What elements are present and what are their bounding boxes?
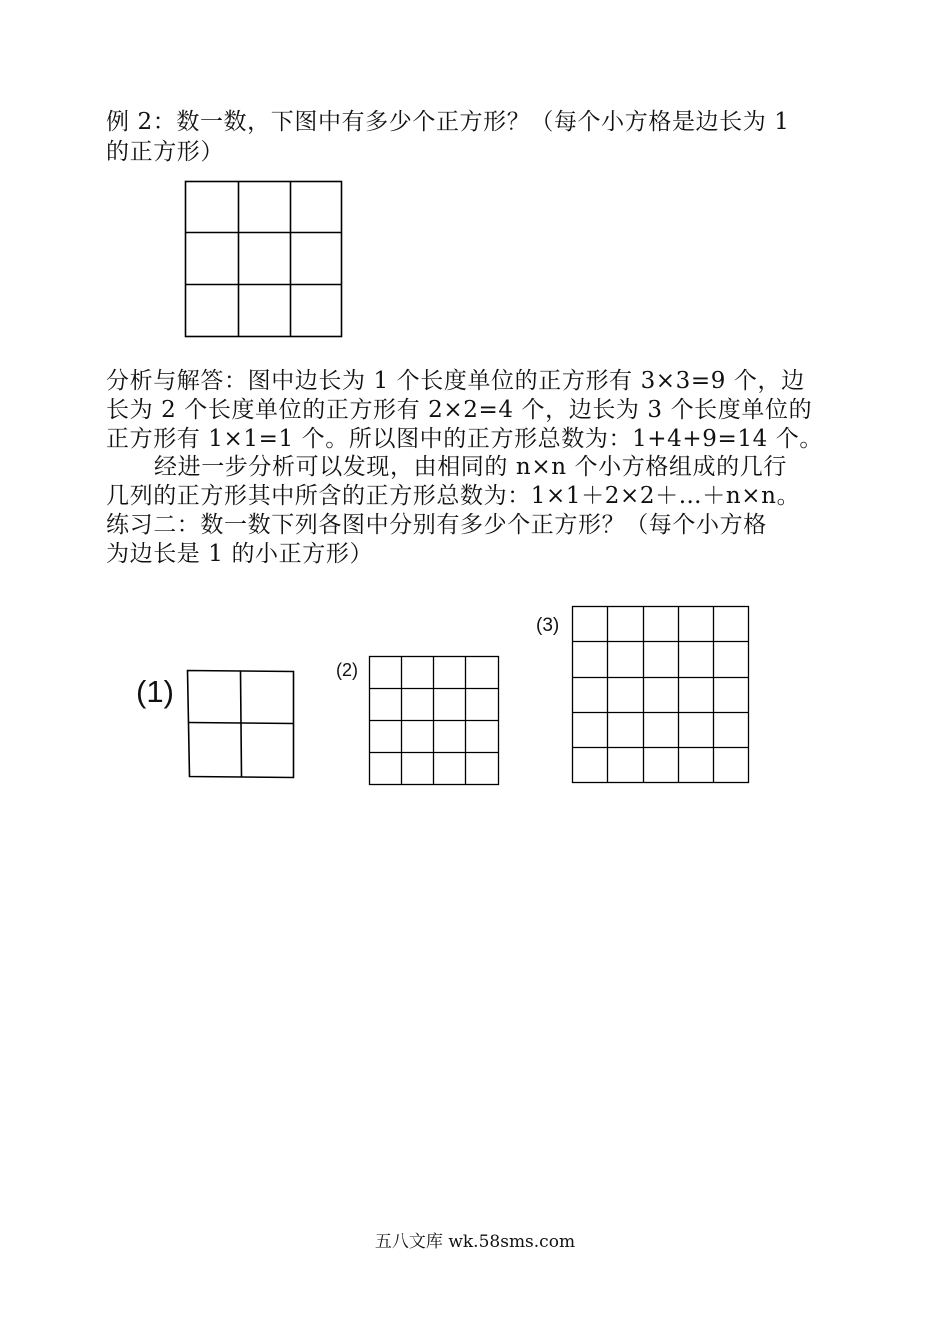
analysis-line-3: 正方形有 1×1=1 个。所以图中的正方形总数为：1+4+9=14 个。: [106, 426, 823, 452]
figure-3-label: (3): [536, 615, 560, 636]
figure-3-grid-5x5: [571, 605, 752, 785]
figure-1-grid-2x2: [186, 669, 296, 780]
analysis-line-5: 几列的正方形其中所含的正方形总数为：1×1＋2×2＋…＋n×n。: [106, 483, 801, 509]
analysis-line-2: 长为 2 个长度单位的正方形有 2×2=4 个，边长为 3 个长度单位的: [106, 397, 813, 423]
analysis-line-1: 分析与解答：图中边长为 1 个长度单位的正方形有 3×3=9 个，边: [106, 368, 805, 394]
example-question-line-1: 例 2：数一数，下图中有多少个正方形？（每个小方格是边长为 1: [106, 109, 790, 135]
figure-2-label: (2): [336, 660, 358, 680]
analysis-line-4: 经进一步分析可以发现，由相同的 n×n 个小方格组成的几行: [154, 454, 787, 480]
footer-watermark: 五八文库 wk.58sms.com: [374, 1232, 576, 1252]
example-question-line-2: 的正方形）: [106, 139, 224, 165]
exercise-line-1: 练习二：数一数下列各图中分别有多少个正方形？（每个小方格: [106, 512, 767, 538]
exercise-line-2: 为边长是 1 的小正方形）: [106, 541, 374, 567]
example-grid-3x3: [184, 180, 344, 338]
figure-1-label: (1): [136, 674, 174, 709]
figure-2-grid-4x4: [368, 655, 501, 787]
